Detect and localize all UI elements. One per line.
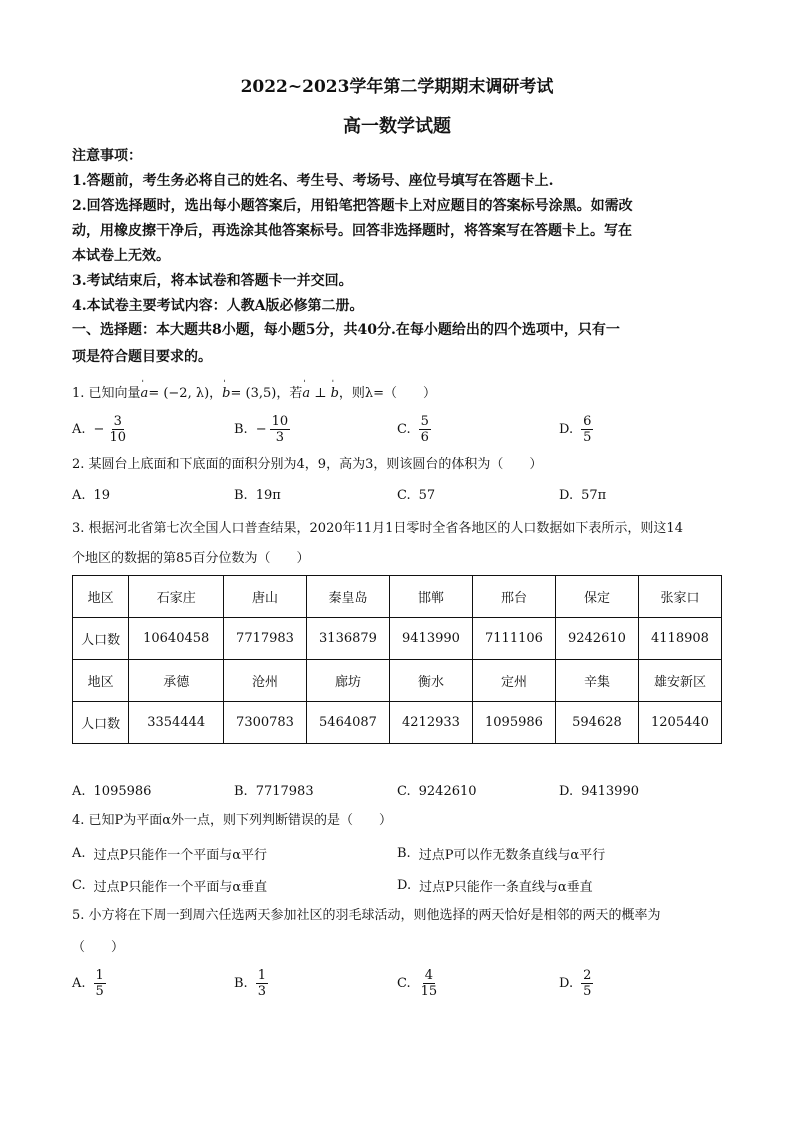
option-d[interactable]: [559, 774, 639, 808]
q1-b-value: = (3,5)，若: [230, 386, 303, 401]
fraction: [107, 414, 128, 445]
table-cell: 石家庄: [129, 576, 224, 618]
option-a[interactable]: [72, 836, 267, 870]
option-label: B.: [397, 845, 411, 861]
table-cell: 张家口: [638, 576, 721, 618]
table-cell: 辛集: [555, 660, 638, 702]
option-d[interactable]: [559, 412, 593, 446]
numerator: 6: [583, 413, 592, 429]
option-value: 19π: [255, 487, 281, 503]
table-row: [73, 702, 722, 744]
option-a[interactable]: [72, 774, 151, 808]
table-cell: 1205440: [638, 702, 721, 744]
section-line: 一、选择题：本大题共8小题，每小题5分，共40分.在每小题给出的四个选项中，只有一: [72, 322, 620, 338]
denominator: 5: [583, 429, 592, 445]
table-cell: 1095986: [472, 702, 555, 744]
q4-options-row1: [72, 836, 724, 870]
numerator: 4: [424, 967, 434, 983]
option-label: D.: [397, 877, 412, 893]
option-label: B.: [234, 975, 248, 991]
option-label: C.: [397, 783, 411, 799]
option-value: 9413990: [581, 783, 639, 799]
q5-line: （ ）: [72, 940, 125, 955]
denominator: 5: [95, 983, 104, 999]
table-cell: 衡水: [389, 660, 472, 702]
denominator: 10: [109, 429, 126, 445]
numerator: 10: [271, 413, 289, 429]
option-a[interactable]: [72, 966, 106, 1000]
option-label: C.: [397, 421, 411, 437]
fraction: [419, 414, 431, 445]
option-label: C.: [72, 877, 86, 893]
notice-heading: 注意事项：: [72, 148, 142, 164]
table-cell: 秦皇岛: [307, 576, 390, 618]
table-cell: 9413990: [389, 618, 472, 660]
option-a[interactable]: [72, 412, 128, 446]
vector-b: ˈ b: [222, 381, 230, 407]
table-cell: 7300783: [224, 702, 307, 744]
option-label: A.: [72, 487, 86, 503]
numerator: 5: [420, 413, 429, 429]
option-c[interactable]: [397, 966, 439, 1000]
option-b[interactable]: [397, 836, 605, 870]
table-cell: 5464087: [307, 702, 390, 744]
table-cell: 3354444: [129, 702, 224, 744]
table-cell: 唐山: [224, 576, 307, 618]
option-c[interactable]: [397, 478, 435, 512]
perp-symbol: ⊥: [310, 386, 331, 401]
notice-item: 3.考试结束后，将本试卷和答题卡一并交回。: [72, 273, 353, 289]
numerator: 1: [257, 967, 266, 983]
table-cell: 承德: [129, 660, 224, 702]
option-value: 7717983: [255, 783, 314, 799]
denominator: 6: [420, 429, 429, 445]
option-label: A.: [72, 783, 86, 799]
option-value: 过点P只能作一条直线与α垂直: [419, 879, 593, 895]
table-cell: 定州: [472, 660, 555, 702]
option-value: 9242610: [418, 783, 477, 799]
question-4: 4. 已知P为平面α外一点，则下列判断错误的是（ ）: [72, 813, 393, 828]
question-3: [72, 516, 724, 572]
fraction: [256, 968, 268, 999]
option-b[interactable]: [234, 774, 314, 808]
option-d[interactable]: [559, 966, 593, 1000]
table-cell: 4118908: [638, 618, 721, 660]
option-label: B.: [234, 487, 248, 503]
numerator: 3: [113, 413, 122, 429]
option-label: D.: [559, 975, 574, 991]
q1-suffix: ，则λ=（ ）: [338, 386, 437, 401]
q5-line: 5. 小方将在下周一到周六任选两天参加社区的羽毛球活动，则他选择的两天恰好是相邻的两天的概率为: [72, 908, 661, 923]
table-row: [73, 660, 722, 702]
numerator: 1: [95, 967, 104, 983]
option-c[interactable]: [397, 774, 477, 808]
section-line: 项是符合题目要求的。: [72, 349, 212, 365]
denominator: 3: [257, 983, 266, 999]
table-row: [73, 618, 722, 660]
minus-sign: −: [93, 421, 105, 437]
table-cell: 10640458: [129, 618, 224, 660]
notice-item: 1.答题前，考生务必将自己的姓名、考生号、考场号、座位号填写在答题卡上.: [72, 173, 554, 189]
vector-b: ˈ b: [331, 381, 339, 407]
option-d[interactable]: [559, 478, 606, 512]
fraction: [94, 968, 106, 999]
question-2: 2. 某圆台上底面和下底面的面积分别为4，9，高为3，则该圆台的体积为（ ）: [72, 457, 543, 472]
option-b[interactable]: [234, 478, 281, 512]
option-label: A.: [72, 975, 86, 991]
option-value: 过点P只能作一个平面与α垂直: [93, 879, 268, 895]
notice-item: 2.回答选择题时，选出每小题答案后，用铅笔把答题卡上对应题目的答案标号涂黑。如需改: [72, 198, 633, 214]
option-c[interactable]: [397, 412, 431, 446]
fraction: [581, 414, 593, 445]
option-b[interactable]: [234, 966, 268, 1000]
notice-item: 4.本试卷主要考试内容：人教A版必修第二册。: [72, 298, 364, 314]
table-cell: 保定: [555, 576, 638, 618]
notice-item: 本试卷上无效。: [72, 248, 170, 264]
vector-a: ˈ a: [141, 381, 149, 407]
denominator: 5: [583, 983, 592, 999]
option-label: D.: [559, 783, 574, 799]
table-cell: 594628: [555, 702, 638, 744]
table-row: [73, 576, 722, 618]
table-cell: 邢台: [472, 576, 555, 618]
option-value: 过点P只能作一个平面与α平行: [93, 847, 268, 863]
option-c[interactable]: [72, 868, 267, 902]
option-label: C.: [397, 487, 411, 503]
option-a[interactable]: [72, 478, 110, 512]
table-cell: 人口数: [73, 618, 129, 660]
question-1: [72, 381, 724, 407]
denominator: 3: [275, 429, 284, 445]
q1-a-value: = (−2, λ)，: [148, 386, 223, 401]
exam-title: 2022~2023学年第二学期期末调研考试: [240, 77, 554, 97]
option-label: D.: [559, 487, 574, 503]
table-cell: 人口数: [73, 702, 129, 744]
option-label: A.: [72, 421, 86, 437]
table-cell: 7717983: [224, 618, 307, 660]
fraction: [270, 414, 291, 445]
q3-line: 3. 根据河北省第七次全国人口普查结果，2020年11月1日零时全省各地区的人口数据如下表所示，则这14: [72, 521, 683, 536]
exam-subtitle: 高一数学试题: [343, 116, 451, 137]
table-cell: 4212933: [389, 702, 472, 744]
option-label: A.: [72, 845, 86, 861]
q2-options: [72, 478, 724, 512]
table-cell: 邯郸: [389, 576, 472, 618]
q3-line: 个地区的数据的第85百分位数为（ ）: [72, 551, 310, 566]
option-value: 57: [418, 487, 436, 503]
table-cell: 地区: [73, 660, 129, 702]
q4-options-row2: [72, 868, 724, 902]
denominator: 15: [420, 983, 438, 999]
table-cell: 3136879: [307, 618, 390, 660]
table-cell: 地区: [73, 576, 129, 618]
question-5: [72, 903, 724, 961]
table-cell: 7111106: [472, 618, 555, 660]
option-value: 过点P可以作无数条直线与α平行: [418, 847, 606, 863]
section-heading: [72, 317, 722, 371]
q3-options: [72, 774, 724, 808]
option-label: B.: [234, 783, 248, 799]
numerator: 2: [583, 967, 592, 983]
option-label: B.: [234, 421, 248, 437]
q1-prefix: 1. 已知向量: [72, 386, 141, 401]
option-label: C.: [397, 975, 411, 991]
population-table: [72, 575, 722, 744]
option-b[interactable]: [234, 412, 290, 446]
notice-block: [72, 144, 722, 319]
fraction: [419, 968, 440, 999]
vector-a: ˈ a: [302, 381, 310, 407]
q5-options: [72, 966, 724, 1000]
minus-sign: −: [255, 421, 267, 437]
option-d[interactable]: [397, 868, 593, 902]
option-value: 1095986: [93, 783, 152, 799]
option-label: D.: [559, 421, 574, 437]
option-value: 57π: [581, 487, 607, 503]
table-cell: 9242610: [555, 618, 638, 660]
notice-item: 动，用橡皮擦干净后，再选涂其他答案标号。回答非选择题时，将答案写在答题卡上。写在: [72, 223, 632, 239]
q1-options: [72, 412, 724, 446]
table-cell: 廊坊: [307, 660, 390, 702]
table-cell: 雄安新区: [638, 660, 721, 702]
fraction: [581, 968, 593, 999]
option-value: 19: [93, 487, 111, 503]
table-cell: 沧州: [224, 660, 307, 702]
